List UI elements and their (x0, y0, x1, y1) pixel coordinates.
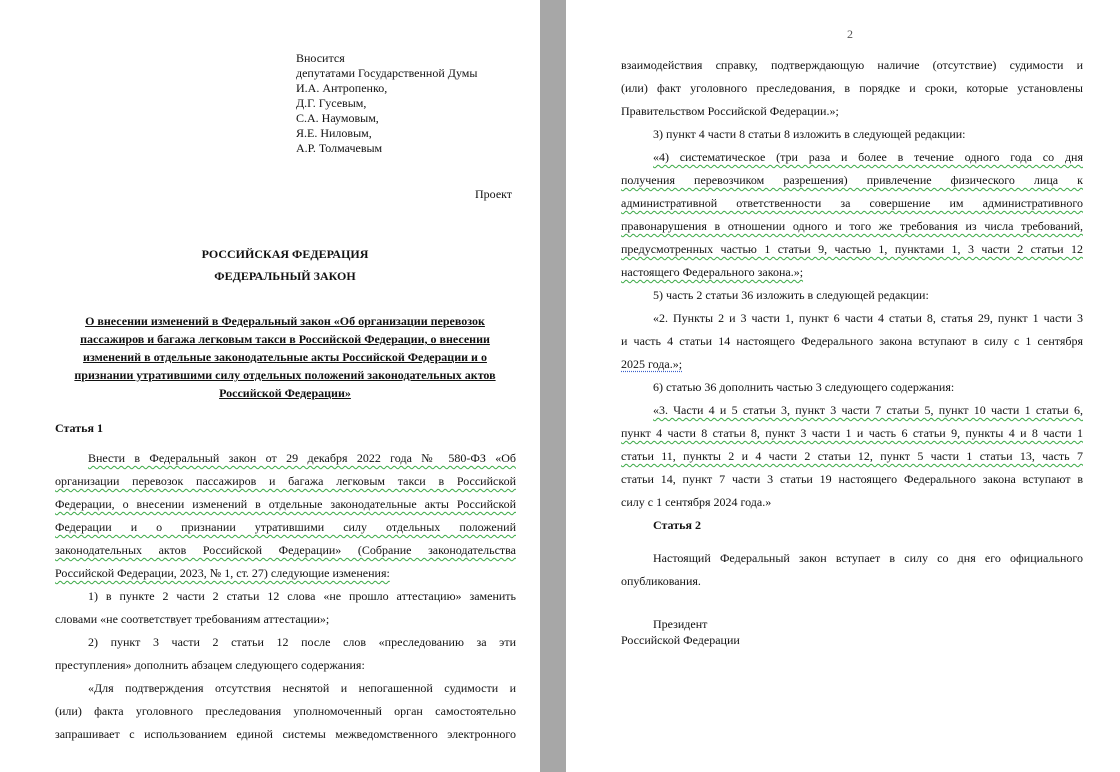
header-line: С.А. Наумовым, (296, 111, 379, 125)
article-1-line: «Для подтверждения отсутствия неснятой и непогашенной судимости и (88, 681, 516, 695)
article-1-line: 2) пункт 3 части 2 статьи 12 после слов «преследованию за эти (88, 635, 516, 649)
article-1-line: Российской Федерации, 2023, № 1, ст. 27) следующие изменения: (55, 566, 390, 580)
page-2-line: взаимодействия справку, подтверждающую наличие (отсутствие) судимости и (621, 58, 1083, 72)
article-1-line: преступления» дополнить абзацем следующего содержания: (55, 658, 365, 672)
page-2-line: административной ответственности за совершение им административного (621, 196, 1083, 210)
page-number: 2 (847, 27, 853, 41)
article-1-line: Федерации, о внесении изменений в отдельные законодательные акты Российской (55, 497, 516, 511)
article-1-line: запрашивает с использованием единой системы межведомственного электронного (55, 727, 516, 741)
draft-label: Проект (475, 187, 513, 201)
header-line: депутатами Государственной Думы (296, 66, 478, 80)
page-2-line: 6) статью 36 дополнить частью 3 следующего содержания: (653, 380, 955, 394)
law-title-line: пассажиров и багажа легковым такси в Российской Федерации, о внесении (80, 332, 490, 346)
page-2-line: 2025 года.»; (621, 357, 683, 371)
page-2-line: «3. Части 4 и 5 статьи 3, пункт 3 части 7 статьи 5, пункт 10 части 1 статьи 6, (653, 403, 1083, 417)
document-page-1 (0, 0, 540, 772)
page-2-line: силу с 1 сентября 2024 года.» (621, 495, 772, 509)
signature-title: Российской Федерации (621, 633, 740, 647)
page-2-line: 3) пункт 4 части 8 статьи 8 изложить в следующей редакции: (653, 127, 966, 141)
article-2-line: Настоящий Федеральный закон вступает в силу со дня его официального (653, 551, 1083, 565)
article-1-line: 1) в пункте 2 части 2 статьи 12 слова «не прошло аттестацию» заменить (88, 589, 516, 603)
article-1-line: Внести в Федеральный закон от 29 декабря 2022 года № 580-ФЗ «Об (88, 451, 516, 465)
page-2-line: Правительством Российской Федерации.»; (621, 104, 839, 118)
page-2-line: пункт 4 части 8 статьи 8, пункт 3 части 1 и часть 6 статьи 9, пункты 4 и 8 части 1 (621, 426, 1083, 440)
page-2-line: и часть 4 статьи 14 настоящего Федерального закона вступают в силу с 1 сентября (621, 334, 1083, 348)
page-2-line: правонарушения в отношении одного и того же требования из числа требований, (621, 219, 1083, 233)
header-line: Д.Г. Гусевым, (296, 96, 367, 110)
article-1-line: словами «не соответствует требованиям аттестации»; (55, 612, 330, 626)
page-2-line: статьи 14, пункт 7 части 3 статьи 19 настоящего Федерального закона вступают в (621, 472, 1083, 486)
law-title-line: признании утратившими силу отдельных положений законодательных актов (74, 368, 496, 382)
article-1-line: Федерации и о признании утратившими силу отдельных положений (55, 520, 516, 534)
document-title-type: ФЕДЕРАЛЬНЫЙ ЗАКОН (214, 269, 356, 283)
document-title-country: РОССИЙСКАЯ ФЕДЕРАЦИЯ (201, 247, 369, 261)
page-2-line: 5) часть 2 статьи 36 изложить в следующей редакции: (653, 288, 929, 302)
page-2-line: «2. Пункты 2 и 3 части 1, пункт 6 части 4 статьи 8, статья 29, пункт 1 части 3 (653, 311, 1083, 325)
header-line: А.Р. Толмачевым (296, 141, 383, 155)
page-2-line: предусмотренных частью 1 статьи 9, частью 1, пунктами 1, 3 части 2 статьи 12 (621, 242, 1083, 256)
article-1-line: законодательных актов Российской Федерации» (Собрание законодательства (55, 543, 516, 557)
document-page-2 (566, 0, 1120, 772)
signature-title: Президент (653, 617, 708, 631)
header-line: И.А. Антропенко, (296, 81, 388, 95)
page-2-line: настоящего Федерального закона.»; (621, 265, 804, 279)
page-2-line: получения перевозчиком разрешения) привлечение физического лица к (621, 173, 1083, 187)
article-1-line: (или) факта уголовного преследования уполномоченный орган самостоятельно (55, 704, 516, 718)
article-1-line: организации перевозок пассажиров и багажа легковым такси в Российской (55, 474, 516, 488)
header-line: Я.Е. Ниловым, (296, 126, 372, 140)
article-1-heading: Статья 1 (55, 421, 103, 435)
article-2-heading: Статья 2 (653, 518, 701, 532)
law-title-line: О внесении изменений в Федеральный закон «Об организации перевозок (85, 314, 485, 328)
law-title-line: Российской Федерации» (219, 386, 351, 400)
article-2-line: опубликования. (621, 574, 701, 588)
header-line: Вносится (296, 51, 345, 65)
law-title-line: изменений в отдельные законодательные акты Российской Федерации и о (83, 350, 487, 364)
page-2-line: «4) систематическое (три раза и более в течение одного года со дня (653, 150, 1083, 164)
page-2-line: статьи 11, пункты 2 и 4 части 2 статьи 12, пункт 5 части 1 статьи 13, часть 7 (621, 449, 1083, 463)
page-2-line: (или) факт уголовного преследования, в порядке и сроки, которые установлены (621, 81, 1083, 95)
